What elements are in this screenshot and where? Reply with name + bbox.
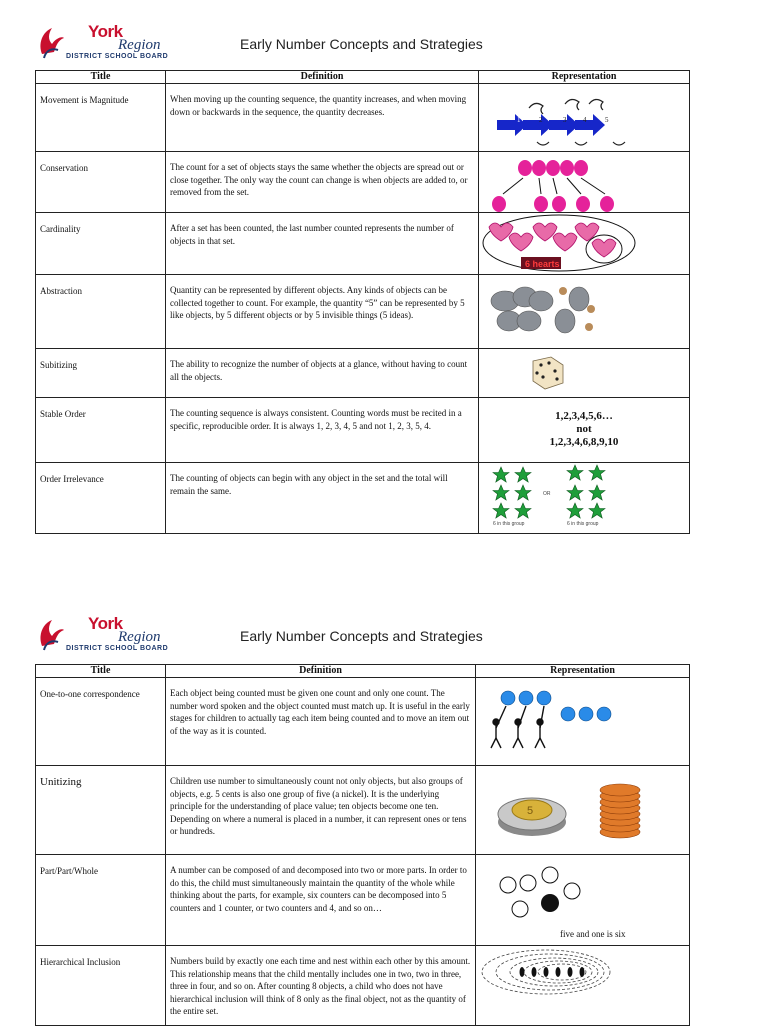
row-title: One-to-one correspondence bbox=[36, 678, 166, 766]
row-definition: After a set has been counted, the last number counted represents the number of objects in that set. bbox=[166, 213, 479, 275]
arrow-number: 1 bbox=[517, 116, 521, 124]
page-2 bbox=[0, 592, 768, 1016]
logo-bird-icon bbox=[36, 24, 66, 60]
table-row bbox=[36, 213, 690, 275]
stable-order-text bbox=[479, 398, 689, 449]
order-irrelevance-stars-image bbox=[479, 463, 690, 534]
smiley-icon bbox=[501, 691, 611, 721]
table-row bbox=[36, 855, 690, 946]
penny-stack-icon bbox=[600, 784, 640, 838]
representation-stable-order bbox=[479, 398, 690, 463]
arrow-number: 5 bbox=[605, 116, 609, 124]
arrow-number: 4 bbox=[583, 116, 587, 124]
counter-icon bbox=[500, 867, 580, 917]
representation-order-irrelevance bbox=[479, 463, 690, 534]
column-header-title: Title bbox=[36, 71, 166, 84]
concepts-table bbox=[35, 70, 690, 534]
arrow-number: 2 bbox=[539, 116, 543, 124]
representation-conservation bbox=[479, 152, 690, 213]
table-row bbox=[36, 275, 690, 349]
column-header-representation: Representation bbox=[476, 665, 690, 678]
concepts-table bbox=[35, 664, 690, 1026]
representation-one-to-one bbox=[476, 678, 690, 766]
abstraction-animals-image bbox=[479, 275, 690, 349]
page-header bbox=[0, 592, 768, 662]
logo-region-text: Region bbox=[118, 37, 161, 53]
row-definition: The ability to recognize the number of objects at a glance, without having to count all the objects. bbox=[166, 349, 479, 398]
logo-york-text: York bbox=[88, 614, 123, 633]
coin-icon bbox=[498, 798, 566, 836]
conservation-arrows bbox=[503, 178, 605, 194]
york-region-logo bbox=[36, 22, 169, 64]
stick-figure-icon bbox=[491, 706, 545, 748]
column-header-representation: Representation bbox=[479, 71, 690, 84]
part-part-whole-image bbox=[476, 855, 690, 946]
row-title: Conservation bbox=[36, 152, 166, 213]
row-definition: Children use number to simultaneously count not only objects, but also groups of objects, e.g. 5 cents is also one group of five (a nickel). It is the underlying principle for the understanding of place value; ten objects become one ten. Depending on where a numeral is placed in a number, it can represent ones or tens or hundreds. bbox=[166, 766, 476, 855]
stable-order-line-1: 1,2,3,4,5,6… bbox=[555, 410, 613, 422]
table-row bbox=[36, 766, 690, 855]
logo-region-text: Region bbox=[118, 629, 161, 645]
row-title: Subitizing bbox=[36, 349, 166, 398]
row-title: Part/Part/Whole bbox=[36, 855, 166, 946]
row-title: Movement is Magnitude bbox=[36, 84, 166, 152]
table-row bbox=[36, 678, 690, 766]
york-region-logo bbox=[36, 614, 169, 656]
representation-hierarchical bbox=[476, 946, 690, 1026]
row-definition: A number can be composed of and decomposed into two or more parts. In order to do this, the child must simultaneously maintain the quantity of the whole while thinking about the parts, for example, six counters can be decomposed into 5 counters and 1 counter, or two counters and 4, and so on… bbox=[166, 855, 476, 946]
dice-icon bbox=[479, 349, 690, 398]
logo-bird-icon bbox=[36, 616, 66, 652]
order-caption-right: 6 in this group bbox=[567, 521, 599, 527]
hierarchical-inclusion-image bbox=[476, 946, 690, 1026]
row-title: Cardinality bbox=[36, 213, 166, 275]
elephant-icon bbox=[491, 287, 589, 333]
column-header-title: Title bbox=[36, 665, 166, 678]
page-title: Early Number Concepts and Strategies bbox=[240, 628, 483, 644]
column-header-definition: Definition bbox=[166, 71, 479, 84]
table-row bbox=[36, 946, 690, 1026]
table-row bbox=[36, 152, 690, 213]
row-definition: The count for a set of objects stays the same whether the objects are spread out or close together. The only way the count can change is when objects are added to, or removed from the set. bbox=[166, 152, 479, 213]
row-title: Stable Order bbox=[36, 398, 166, 463]
page-title: Early Number Concepts and Strategies bbox=[240, 36, 483, 52]
representation-unitizing bbox=[476, 766, 690, 855]
table-row bbox=[36, 463, 690, 534]
table-row bbox=[36, 84, 690, 152]
representation-part-part-whole bbox=[476, 855, 690, 946]
column-header-definition: Definition bbox=[166, 665, 476, 678]
logo-york-text: York bbox=[88, 22, 123, 41]
table-row bbox=[36, 398, 690, 463]
order-caption-left: 6 in this group bbox=[493, 521, 525, 527]
object-icon bbox=[520, 967, 585, 977]
stable-order-line-3: 1,2,3,4,6,8,9,10 bbox=[549, 436, 619, 448]
arrow-number: 3 bbox=[563, 116, 567, 124]
order-or-text: OR bbox=[543, 491, 551, 497]
one-to-one-image bbox=[476, 678, 690, 766]
table-header-row bbox=[36, 665, 690, 678]
row-title: Order Irrelevance bbox=[36, 463, 166, 534]
arrow-icon bbox=[497, 114, 605, 136]
logo-board-text: DISTRICT SCHOOL BOARD bbox=[66, 645, 169, 652]
movement-arrows-image bbox=[479, 84, 690, 152]
table-header-row bbox=[36, 71, 690, 84]
page-header bbox=[0, 0, 768, 70]
row-definition: The counting sequence is always consistent. Counting words must be recited in a specific, reproducible order. It is always 1, 2, 3, 4, 5 and not 1, 2, 3, 5, 4. bbox=[166, 398, 479, 463]
representation-cardinality bbox=[479, 213, 690, 275]
representation-movement bbox=[479, 84, 690, 152]
row-title: Hierarchical Inclusion bbox=[36, 946, 166, 1026]
part-caption: five and one is six bbox=[560, 929, 626, 939]
row-definition: The counting of objects can begin with any object in the set and the total will remain the same. bbox=[166, 463, 479, 534]
unitizing-coins-image bbox=[476, 766, 690, 855]
row-definition: Quantity can be represented by different objects. Any kinds of objects can be collected together to count. For example, the quantity “5” can be represented by 5 like objects, by 5 different objects or by 5 invisible things (5 ideas). bbox=[166, 275, 479, 349]
heart-icon bbox=[489, 223, 616, 257]
counter-icon bbox=[541, 894, 559, 912]
cardinality-hearts-image bbox=[479, 213, 690, 275]
row-definition: Each object being counted must be given one count and only one count. The number word spoken and the object counted must match up. It is useful in the early stages for children to actually tag each item being counted and to move an item out of the way as it is counted. bbox=[166, 678, 476, 766]
row-definition: When moving up the counting sequence, the quantity increases, and when moving down or backwards in the sequence, the quantity decreases. bbox=[166, 84, 479, 152]
coin-number: 5 bbox=[527, 805, 534, 817]
conservation-dots-image bbox=[479, 152, 690, 213]
hearts-label: 6 hearts bbox=[525, 259, 560, 269]
table-row bbox=[36, 349, 690, 398]
representation-abstraction bbox=[479, 275, 690, 349]
row-title: Unitizing bbox=[36, 766, 166, 855]
stable-order-line-2: not bbox=[576, 423, 592, 435]
representation-subitizing bbox=[479, 349, 690, 398]
row-title: Abstraction bbox=[36, 275, 166, 349]
row-definition: Numbers build by exactly one each time and nest within each other by this amount. This relationship means that the child mentally includes one in two, two in three, three in four, and so on. After counting 8 objects, a child who does not have hierarchical inclusion will think of 8 only as the final object, not as the quantity of the entire set. bbox=[166, 946, 476, 1026]
logo-board-text: DISTRICT SCHOOL BOARD bbox=[66, 53, 169, 60]
